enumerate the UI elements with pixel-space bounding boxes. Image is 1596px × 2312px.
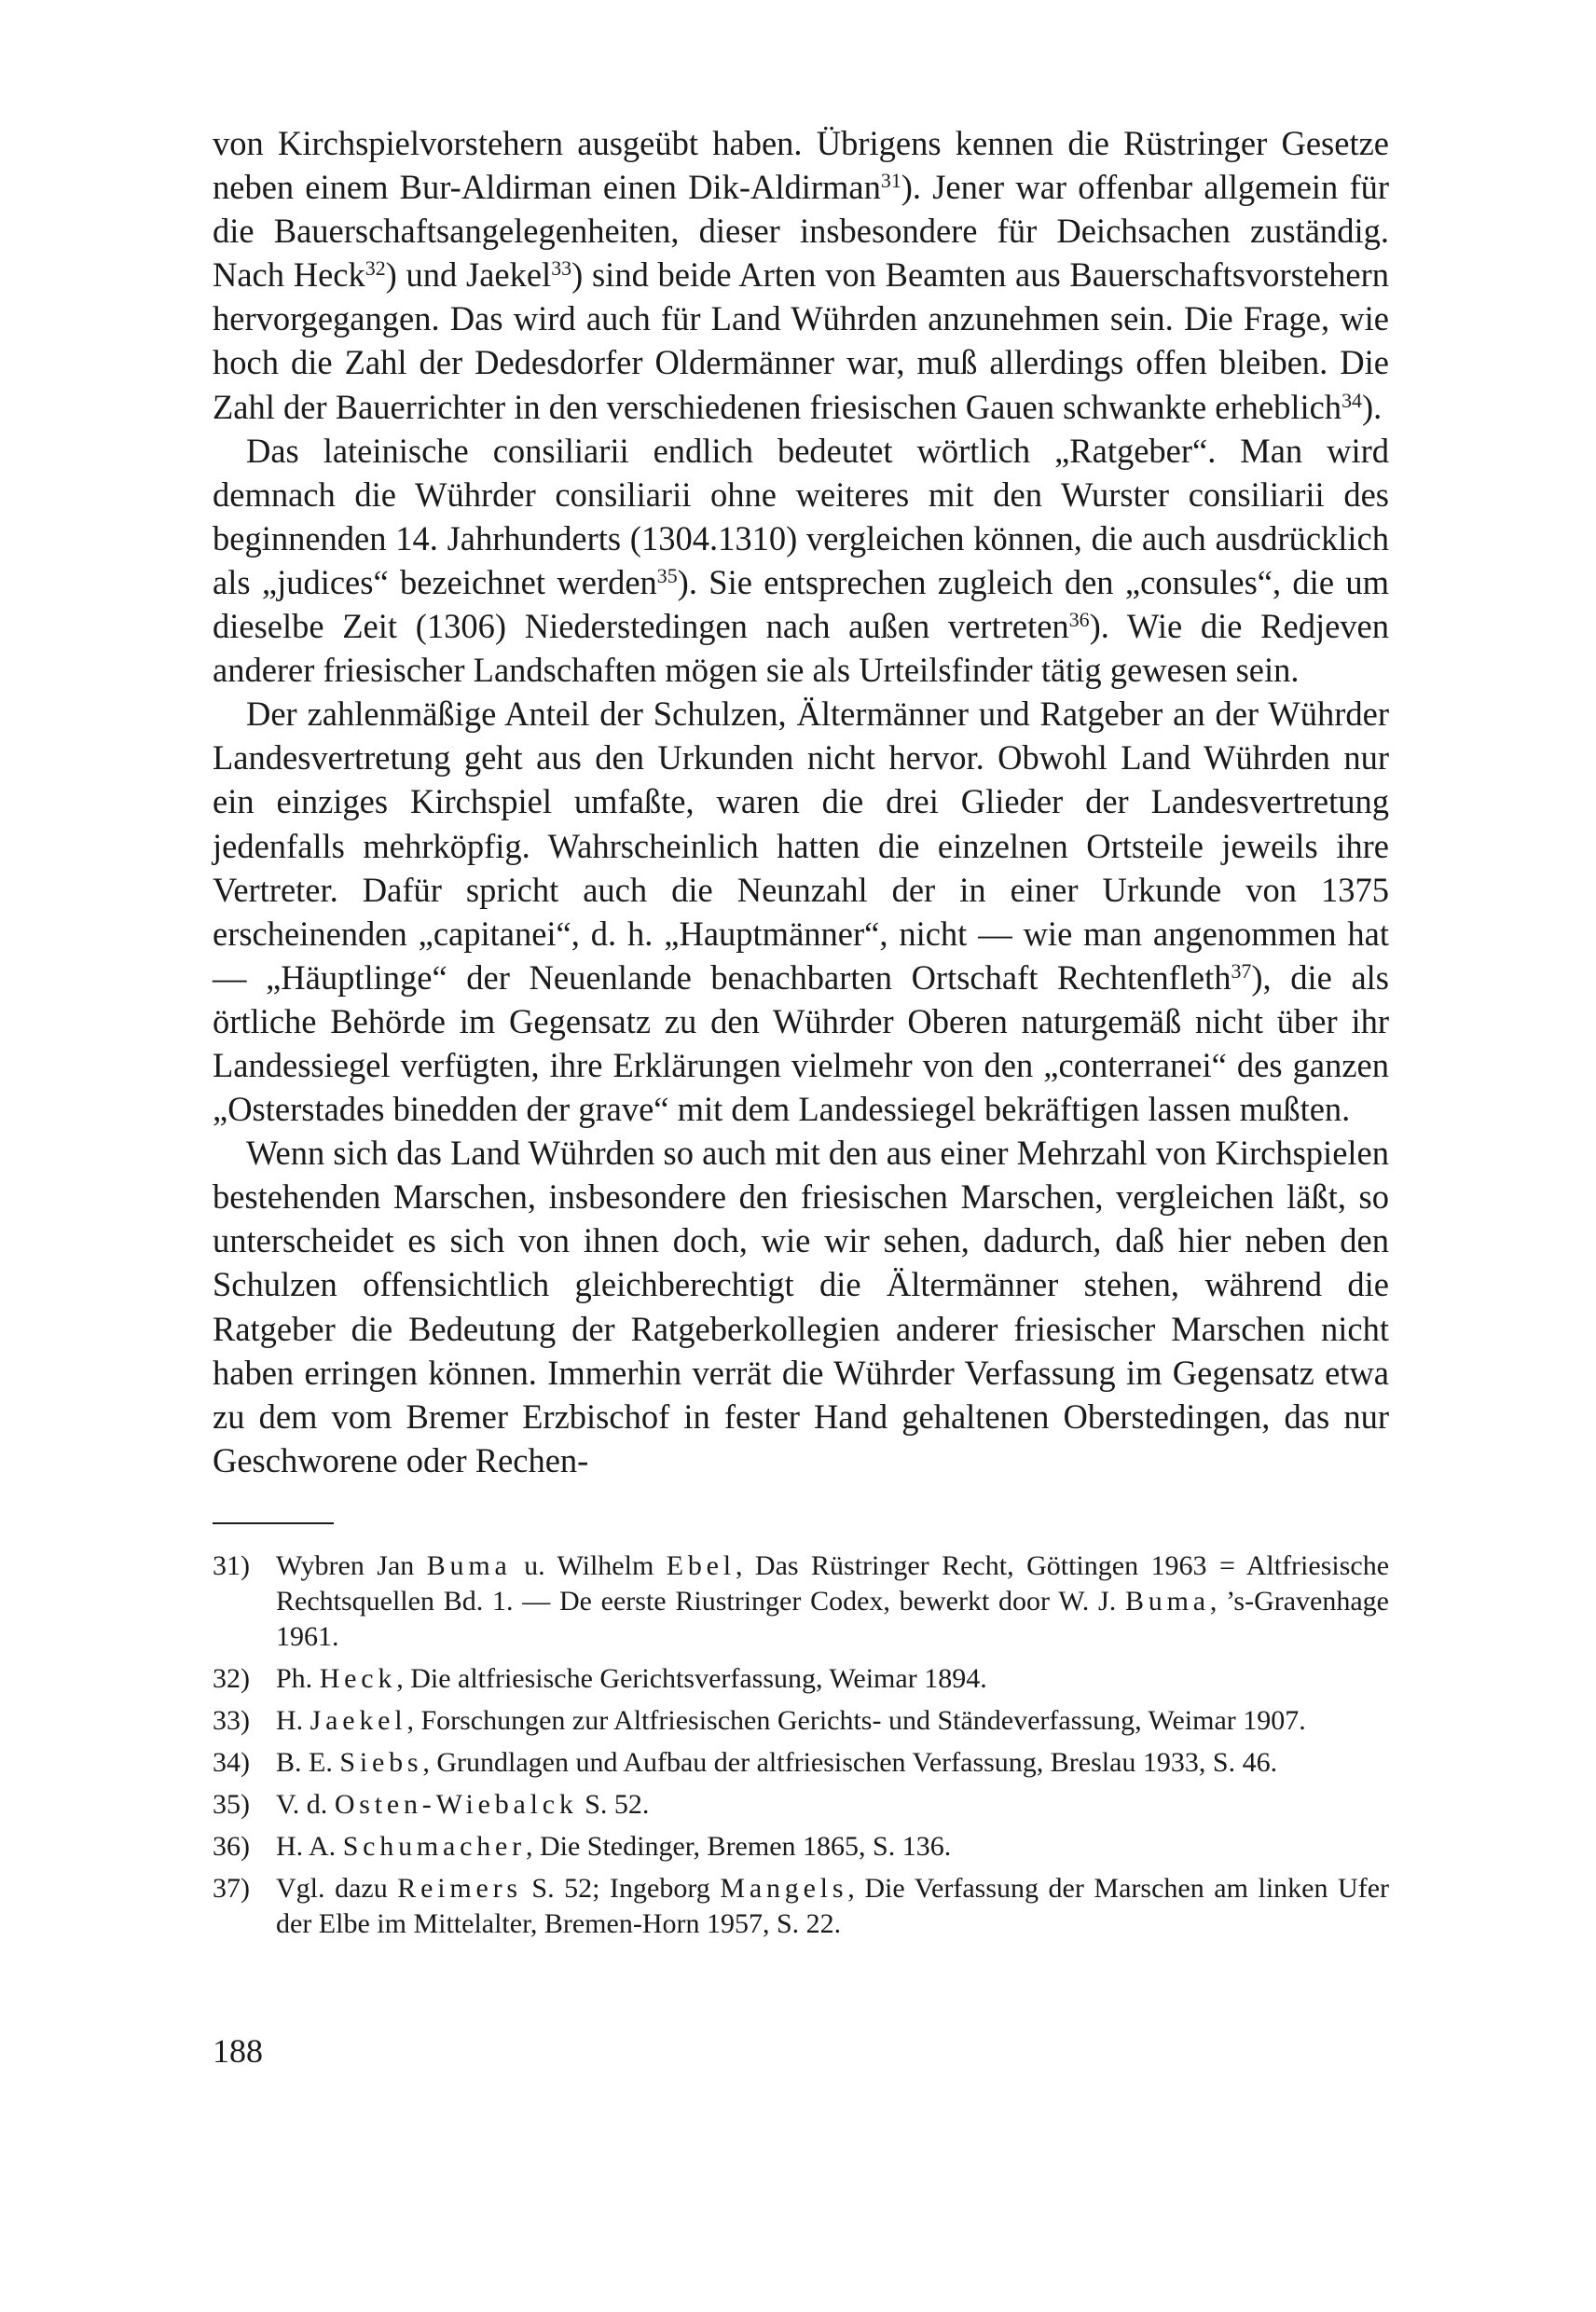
footnote-number: 33) <box>213 1705 250 1736</box>
author-name: Ebel <box>666 1550 736 1581</box>
text-run: von Kirchspielvorstehern ausgeübt haben. Übrigens kennen die Rüstringer Gesetze neben einem Bur-Aldirman einen Dik-Aldirman <box>213 124 1389 207</box>
author-name: Mangels <box>720 1873 848 1904</box>
text-run: Das lateinische consiliarii endlich bedeutet wörtlich „Ratgeber“. Man wird demnach die Wührder consiliarii ohne weiteres mit den Wurster consiliarii des beginnenden 14. Jahrhunderts (1304.1310) vergleichen können, die auch ausdrücklich als „judices“ bezeichnet werden <box>213 431 1389 601</box>
text-run: ) und Jaekel <box>385 255 552 295</box>
footnote-text: Wybren Jan Buma u. Wilhelm Ebel, Das Rüstringer Recht, Göttingen 1963 = Altfriesische Rechtsquellen Bd. 1. — De eerste Riustringer Codex, bewerkt door W. J. Buma, ’s-Gravenhage 1961. <box>276 1550 1390 1652</box>
text-run: ) sind beide Arten von Beamten aus Bauerschaftsvorstehern hervorgegangen. Das wird auch für Land Wührden anzunehmen sein. Die Frage, wie hoch die Zahl der Dedesdorfer Oldermänner war, muß allerdings offen bleiben. Die Zahl der Bauerrichter in den verschiedenen friesischen Gauen schwankte erheblich <box>213 255 1389 426</box>
footnote-divider <box>213 1522 334 1524</box>
footnote-34 <box>213 1745 1389 1781</box>
footnote-ref-37[interactable]: 37 <box>1231 958 1252 983</box>
footnote-text: Vgl. dazu Reimers S. 52; Ingeborg Mangels, Die Verfassung der Marschen am linken Ufer der Elbe im Mittelalter, Bremen-Horn 1957, S. 22. <box>276 1873 1389 1939</box>
footnote-number: 35) <box>213 1789 250 1820</box>
author-name: Heck <box>319 1663 397 1694</box>
footnote-36 <box>213 1829 1389 1865</box>
author-name: Osten-Wiebalck <box>334 1789 578 1820</box>
footnote-number: 36) <box>213 1831 250 1862</box>
footnote-number: 32) <box>213 1663 250 1694</box>
footnote-ref-35[interactable]: 35 <box>656 563 678 587</box>
footnote-ref-33[interactable]: 33 <box>551 256 572 281</box>
footnote-ref-31[interactable]: 31 <box>880 169 901 193</box>
footnote-ref-34[interactable]: 34 <box>1341 388 1362 412</box>
author-name: Buma <box>426 1550 512 1581</box>
footnote-35 <box>213 1787 1389 1823</box>
footnote-number: 37) <box>213 1873 250 1904</box>
text-run: ). Sie entsprechen zugleich den „consules“, die um dieselbe Zeit (1306) Niederstedingen nach außen vertreten <box>213 562 1389 646</box>
footnote-text: V. d. Osten-Wiebalck S. 52. <box>276 1789 650 1820</box>
footnotes <box>213 1548 1389 1948</box>
paragraph-1 <box>213 121 1389 429</box>
footnote-32 <box>213 1661 1389 1697</box>
paragraph-2 <box>213 429 1389 693</box>
footnote-text: Ph. Heck, Die altfriesische Gerichtsverfassung, Weimar 1894. <box>276 1663 987 1694</box>
footnote-31 <box>213 1548 1389 1655</box>
footnote-ref-36[interactable]: 36 <box>1068 608 1090 631</box>
paragraph-4: Wenn sich das Land Wührden so auch mit den aus einer Mehrzahl von Kirchspielen bestehenden Marschen, insbesondere den friesischen Marschen, vergleichen läßt, so unterscheidet es sich von ihnen doch, wie wir sehen, dadurch, daß hier neben den Schulzen offensichtlich gleichberechtigt die Ältermänner stehen, während die Ratgeber die Bedeutung der Ratgeberkollegien anderer friesischer Marschen nicht haben erringen können. Immerhin verrät die Wührder Verfassung im Gegensatz etwa zu dem vom Bremer Erzbischof in fester Hand gehaltenen Oberstedingen, das nur Geschworene oder Rechen- <box>213 1134 1389 1479</box>
author-name: Reimers <box>397 1873 522 1904</box>
text-run: ), die als örtliche Behörde im Gegensatz zu den Wührder Oberen naturgemäß nicht über ihr Landessiegel verfügten, ihre Erklärungen vielmehr von den „conterranei“ des ganzen „Osterstades binedden der grave“ mit dem Landessiegel bekräftigen lassen mußten. <box>213 957 1389 1129</box>
footnote-37 <box>213 1871 1389 1942</box>
text-run: ). <box>1361 387 1383 426</box>
footnote-number: 34) <box>213 1747 250 1778</box>
main-text <box>213 121 1389 1482</box>
paragraph-3 <box>213 692 1389 1131</box>
footnote-ref-32[interactable]: 32 <box>365 256 386 281</box>
footnote-number: 31) <box>213 1550 250 1581</box>
footnote-text: H. Jaekel, Forschungen zur Altfriesischen Gerichts- und Ständeverfassung, Weimar 1907. <box>276 1705 1306 1736</box>
author-name: Jaekel <box>310 1705 407 1736</box>
author-name: Buma <box>1124 1586 1210 1617</box>
text-run: ). Wie die Redjeven anderer friesischer Landschaften mögen sie als Urteilsfinder tätig gewesen sein. <box>213 607 1389 690</box>
text-run: ). Jener war offenbar allgemein für die Bauerschaftsangelegenheiten, dieser insbesondere für Deichsachen zuständig. Nach Heck <box>213 168 1389 295</box>
footnote-33 <box>213 1703 1389 1739</box>
author-name: Schumacher <box>342 1831 526 1862</box>
page-number: 188 <box>213 2032 263 2070</box>
text-run: Der zahlenmäßige Anteil der Schulzen, Ältermänner und Ratgeber an der Wührder Landesvertretung geht aus den Urkunden nicht hervor. Obwohl Land Wührden nur ein einziges Kirchspiel umfaßte, waren die drei Glieder der Landesvertretung jedenfalls mehrköpfig. Wahrscheinlich hatten die einzelnen Ortsteile jeweils ihre Vertreter. Dafür spricht auch die Neunzahl der in einer Urkunde von 1375 erscheinenden „capitanei“, d. h. „Hauptmänner“, nicht — wie man angenommen hat — „Häuptlinge“ der Neuenlande benachbarten Ortschaft Rechtenfleth <box>213 695 1389 997</box>
footnote-text: B. E. Siebs, Grundlagen und Aufbau der altfriesischen Verfassung, Breslau 1933, S. 46. <box>276 1747 1278 1778</box>
footnote-text: H. A. Schumacher, Die Stedinger, Bremen 1865, S. 136. <box>276 1831 952 1862</box>
author-name: Siebs <box>339 1747 423 1778</box>
